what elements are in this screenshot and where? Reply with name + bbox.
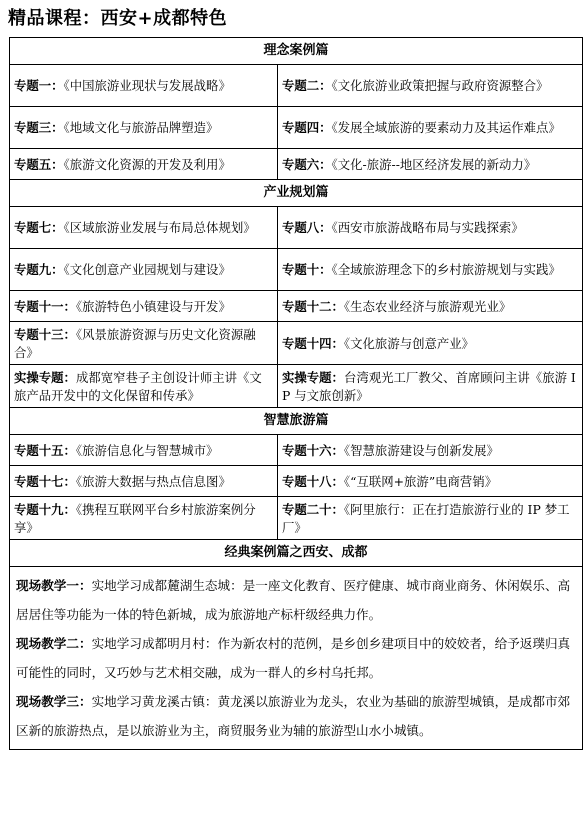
topic-label: 专题十六： (282, 442, 344, 458)
field-teaching-label: 现场教学三： (16, 694, 92, 709)
topic-label: 专题二： (282, 78, 332, 94)
topic-label: 专题十五： (14, 442, 76, 458)
field-teaching-row (10, 567, 583, 750)
topic-cell (278, 291, 583, 322)
topic-label: 实操专题： (14, 370, 76, 385)
section-header-row (10, 540, 583, 567)
topic-title: 《文化旅游与创意产业》 (343, 335, 475, 351)
topic-cell (10, 107, 278, 149)
topic-row (10, 65, 583, 107)
topic-title: 《区域旅游业发展与布局总体规划》 (63, 220, 256, 236)
topic-label: 专题一： (14, 78, 64, 94)
topic-row (10, 497, 583, 540)
topic-label: 专题七： (14, 220, 64, 236)
field-teaching-item (16, 629, 578, 687)
topic-title: 《地域文化与旅游品牌塑造》 (63, 120, 219, 136)
topic-cell (278, 322, 583, 365)
topic-label: 专题十四： (282, 335, 344, 351)
topic-label: 专题四： (282, 120, 332, 136)
topic-title: 《阿里旅行：正在打造旅游行业的 IP 梦工厂》 (282, 502, 570, 535)
topic-row (10, 149, 583, 180)
topic-title: 《风景旅游资源与历史文化资源融合》 (14, 327, 256, 360)
topic-cell (278, 207, 583, 249)
topic-row (10, 249, 583, 291)
topic-cell (278, 435, 583, 466)
section-header-row (10, 38, 583, 65)
field-teaching-text: 实地学习成都明月村：作为新农村的范例，是乡创乡建项目中的姣姣者，给予返璞归真可能性的同时，又巧妙与艺术相交融，成为一群人的乡村乌托邦。 (16, 636, 571, 680)
topic-cell (278, 497, 583, 540)
topic-title: 《旅游文化资源的开发及利用》 (63, 156, 231, 172)
topic-title: 《旅游大数据与热点信息图》 (75, 473, 231, 489)
topic-title: 《“互联网+旅游”电商营销》 (343, 473, 498, 489)
topic-label: 专题三： (14, 120, 64, 136)
topic-row (10, 322, 583, 365)
page-title: 精品课程：西安+成都特色 (8, 8, 228, 29)
topic-label: 实操专题： (282, 370, 344, 385)
topic-label: 专题二十： (282, 502, 344, 517)
section-title: 智慧旅游篇 (10, 408, 583, 435)
topic-row (10, 107, 583, 149)
topic-title: 成都宽窄巷子主创设计师主讲《文旅产品开发中的文化保留和传承》 (14, 370, 262, 403)
topic-title: 台湾观光工厂教父、首席顾问主讲《旅游 IP 与文旅创新》 (282, 370, 576, 403)
topic-label: 专题十九： (14, 502, 76, 517)
topic-cell (278, 466, 583, 497)
topic-label: 专题十三： (14, 327, 76, 342)
section-header-row (10, 408, 583, 435)
section-title: 产业规划篇 (10, 180, 583, 207)
field-teaching-label: 现场教学二： (16, 636, 92, 651)
section-title: 理念案例篇 (10, 38, 583, 65)
topic-row (10, 466, 583, 497)
topic-cell (278, 365, 583, 408)
topic-title: 《旅游特色小镇建设与开发》 (75, 298, 231, 314)
topic-cell (278, 107, 583, 149)
topic-title: 《智慧旅游建设与创新发展》 (343, 442, 499, 458)
field-teaching-text: 实地学习成都麓湖生态城：是一座文化教育、医疗健康、城市商业商务、休闲娱乐、高居居住等功能为一体的特色新城，成为旅游地产标杆级经典力作。 (16, 578, 571, 622)
field-teaching-item (16, 687, 578, 745)
topic-cell (10, 149, 278, 180)
topic-cell (10, 497, 278, 540)
topic-title: 《生态农业经济与旅游观光业》 (343, 298, 512, 314)
topic-title: 《中国旅游业现状与发展战略》 (63, 78, 231, 94)
topic-label: 专题六： (282, 156, 332, 172)
field-teaching-label: 现场教学一： (16, 578, 92, 593)
section-header-row (10, 180, 583, 207)
topic-row (10, 365, 583, 408)
topic-title: 《发展全域旅游的要素动力及其运作难点》 (331, 120, 561, 136)
topic-row (10, 207, 583, 249)
topic-cell (278, 65, 583, 107)
topic-cell (10, 365, 278, 408)
topic-cell (278, 249, 583, 291)
topic-label: 专题五： (14, 156, 64, 172)
topic-title: 《全域旅游理念下的乡村旅游规划与实践》 (331, 262, 561, 278)
field-teaching-cell (10, 567, 583, 750)
course-table (9, 37, 583, 750)
topic-row (10, 291, 583, 322)
topic-label: 专题十二： (282, 298, 344, 314)
topic-label: 专题八： (282, 220, 332, 236)
field-teaching-text: 实地学习黄龙溪古镇：黄龙溪以旅游业为龙头，农业为基础的旅游型城镇，是成都市郊区新的旅游热点，是以旅游业为主，商贸服务业为辅的旅游型山水小城镇。 (16, 694, 571, 738)
topic-cell (10, 249, 278, 291)
topic-label: 专题十七： (14, 473, 76, 489)
topic-label: 专题十： (282, 262, 332, 278)
section-title: 经典案例篇之西安、成都 (10, 540, 583, 567)
topic-label: 专题十八： (282, 473, 344, 489)
topic-cell (10, 207, 278, 249)
topic-title: 《文化-旅游--地区经济发展的新动力》 (331, 156, 537, 172)
topic-title: 《携程互联网平台乡村旅游案例分享》 (14, 502, 256, 535)
topic-title: 《文化创意产业园规划与建设》 (63, 262, 231, 278)
topic-cell (10, 65, 278, 107)
topic-label: 专题九： (14, 262, 64, 278)
topic-cell (10, 466, 278, 497)
topic-row (10, 435, 583, 466)
topic-cell (10, 435, 278, 466)
field-teaching-item (16, 571, 578, 629)
topic-title: 《文化旅游业政策把握与政府资源整合》 (331, 78, 549, 94)
topic-cell (10, 291, 278, 322)
topic-cell (10, 322, 278, 365)
topic-title: 《旅游信息化与智慧城市》 (75, 442, 219, 458)
topic-cell (278, 149, 583, 180)
topic-title: 《西安市旅游战略布局与实践探索》 (331, 220, 524, 236)
topic-label: 专题十一： (14, 298, 76, 314)
